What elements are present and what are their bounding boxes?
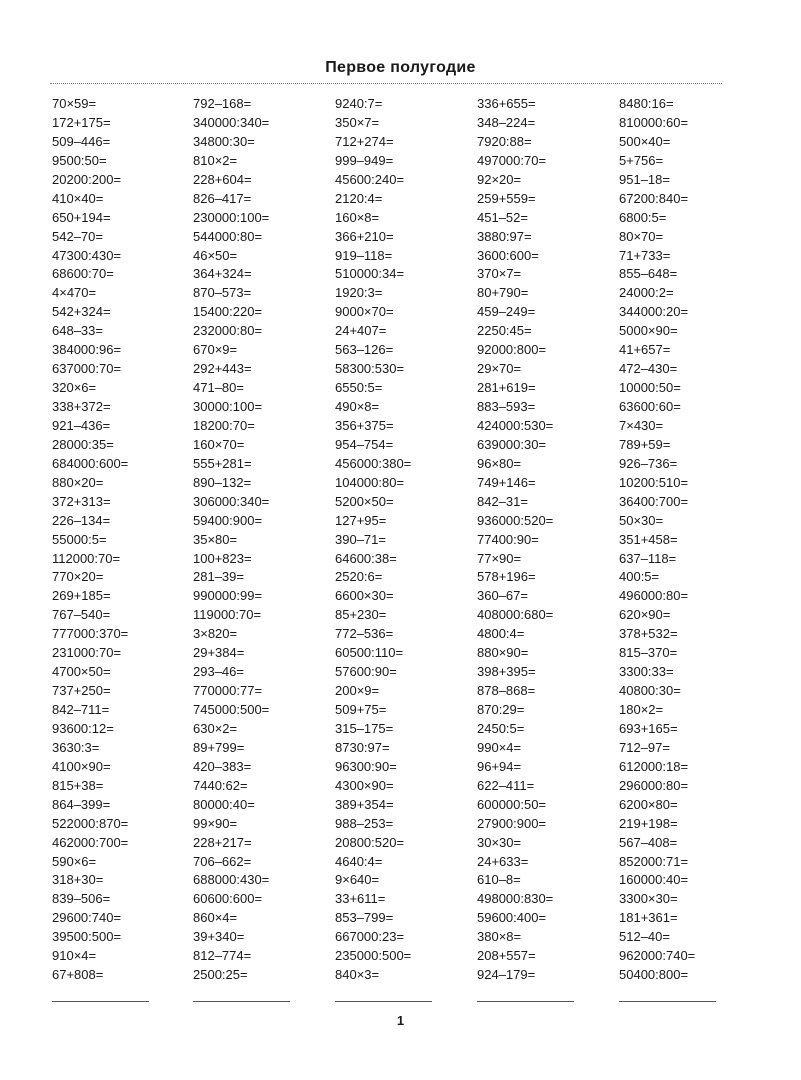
exercise-item: 85+230= <box>335 607 387 623</box>
exercise-item: 29600:740= <box>52 910 122 926</box>
exercise-item: 351+458= <box>619 531 678 547</box>
exercise-item: 860×4= <box>193 910 238 926</box>
exercise-item: 770000:77= <box>193 683 263 699</box>
exercise-item: 112000:70= <box>52 550 121 566</box>
answer-line <box>52 1001 149 1002</box>
exercise-item: 620×90= <box>619 607 671 623</box>
exercise-item: 921–436= <box>52 417 111 433</box>
exercise-item: 2120:4= <box>335 190 383 206</box>
answer-line <box>619 1001 716 1002</box>
exercise-item: 500×40= <box>619 133 671 149</box>
exercise-item: 693+165= <box>619 720 678 736</box>
answer-line <box>335 1001 432 1002</box>
exercise-item: 510000:34= <box>335 266 405 282</box>
exercise-item: 471–80= <box>193 380 244 396</box>
exercise-item: 47300:430= <box>52 247 122 263</box>
exercise-item: 4800:4= <box>477 626 525 642</box>
exercise-item: 29×70= <box>477 361 522 377</box>
exercise-item: 509+75= <box>335 702 387 717</box>
exercise-item: 990000:99= <box>193 588 263 604</box>
exercise-item: 160×70= <box>193 436 245 452</box>
exercise-item: 2520:6= <box>335 569 383 585</box>
exercise-item: 670×9= <box>193 342 238 358</box>
exercise-item: 24000:2= <box>619 285 674 301</box>
exercise-item: 456000:380= <box>335 455 412 471</box>
exercise-item: 8480:16= <box>619 96 674 111</box>
exercise-item: 92000:800= <box>477 342 547 358</box>
exercise-item: 870:29= <box>477 702 525 717</box>
exercise-item: 18200:70= <box>193 417 255 433</box>
exercise-item: 637–118= <box>619 550 677 566</box>
exercise-item: 420–383= <box>193 758 252 774</box>
exercise-item: 706–662= <box>193 853 252 869</box>
exercise-item: 590×6= <box>52 853 97 869</box>
exercise-item: 8730:97= <box>335 739 390 755</box>
exercise-item: 372+313= <box>52 493 111 509</box>
exercise-item: 4300×90= <box>335 777 394 793</box>
exercise-item: 910×4= <box>52 948 97 964</box>
exercise-item: 30×30= <box>477 834 522 850</box>
exercise-item: 812–774= <box>193 948 252 964</box>
exercise-item: 24+407= <box>335 323 387 339</box>
exercise-item: 5+756= <box>619 152 664 168</box>
exercise-column-3 <box>335 95 475 985</box>
exercise-item: 451–52= <box>477 209 528 225</box>
exercise-item: 4640:4= <box>335 853 383 869</box>
exercise-item: 228+604= <box>193 171 252 187</box>
exercise-item: 667000:23= <box>335 929 405 945</box>
exercise-item: 296000:80= <box>619 777 689 793</box>
exercise-item: 792–168= <box>193 96 252 111</box>
exercise-item: 20800:520= <box>335 834 405 850</box>
exercise-item: 36400:700= <box>619 493 689 509</box>
answer-line <box>193 1001 290 1002</box>
exercise-item: 3880:97= <box>477 228 532 244</box>
exercise-item: 6550:5= <box>335 380 383 396</box>
exercise-item: 180×2= <box>619 702 664 717</box>
exercise-item: 389+354= <box>335 796 394 812</box>
exercise-item: 315–175= <box>335 720 394 736</box>
exercise-item: 80000:40= <box>193 796 255 812</box>
exercise-item: 378+532= <box>619 626 678 642</box>
exercise-item: 737+250= <box>52 683 111 699</box>
exercise-item: 231000:70= <box>52 645 122 661</box>
exercise-item: 390–71= <box>335 531 386 547</box>
exercise-item: 7×430= <box>619 417 664 433</box>
exercise-item: 544000:80= <box>193 228 263 244</box>
exercise-item: 100+823= <box>193 550 252 566</box>
exercise-item: 924–179= <box>477 967 536 983</box>
exercise-item: 3630:3= <box>52 739 100 755</box>
exercise-item: 29+384= <box>193 645 245 661</box>
exercise-item: 612000:18= <box>619 758 689 774</box>
exercise-item: 77400:90= <box>477 531 539 547</box>
exercise-item: 232000:80= <box>193 323 263 339</box>
exercise-item: 20200:200= <box>52 171 122 187</box>
exercise-item: 789+59= <box>619 436 671 452</box>
exercise-item: 853–799= <box>335 910 394 926</box>
exercise-item: 39+340= <box>193 929 245 945</box>
exercise-column-2 <box>193 95 333 985</box>
exercise-item: 563–126= <box>335 342 394 358</box>
exercise-item: 712–97= <box>619 739 670 755</box>
exercise-item: 344000:20= <box>619 304 689 320</box>
exercise-item: 684000:600= <box>52 455 129 471</box>
exercise-item: 4×470= <box>52 285 97 301</box>
exercise-item: 459–249= <box>477 304 536 320</box>
exercise-item: 9×640= <box>335 872 380 888</box>
exercise-item: 259+559= <box>477 190 536 206</box>
exercise-item: 50400:800= <box>619 967 689 983</box>
exercise-item: 408000:680= <box>477 607 554 623</box>
exercise-item: 160000:40= <box>619 872 689 888</box>
exercise-item: 890–132= <box>193 474 252 490</box>
exercise-item: 400:5= <box>619 569 660 585</box>
exercise-item: 522000:870= <box>52 815 129 831</box>
exercise-item: 6200×80= <box>619 796 678 812</box>
exercise-item: 810×2= <box>193 152 238 168</box>
exercise-item: 59400:900= <box>193 512 263 528</box>
exercise-item: 71+733= <box>619 247 671 263</box>
exercise-item: 410×40= <box>52 190 104 206</box>
exercise-item: 7440:62= <box>193 777 248 793</box>
exercise-item: 30000:100= <box>193 399 263 414</box>
exercise-item: 77×90= <box>477 550 522 566</box>
exercise-item: 999–949= <box>335 152 394 168</box>
dotted-divider <box>50 83 722 84</box>
exercise-item: 2250:45= <box>477 323 532 339</box>
exercise-item: 542–70= <box>52 228 103 244</box>
exercise-item: 398+395= <box>477 664 536 680</box>
exercise-item: 80+790= <box>477 285 529 301</box>
exercise-item: 622–411= <box>477 777 535 793</box>
exercise-item: 600000:50= <box>477 796 547 812</box>
exercise-item: 350×7= <box>335 114 380 130</box>
exercise-item: 630×2= <box>193 720 238 736</box>
exercise-item: 338+372= <box>52 399 111 414</box>
exercise-item: 60600:600= <box>193 891 263 907</box>
exercise-column-5 <box>619 95 759 985</box>
exercise-item: 68600:70= <box>52 266 114 282</box>
exercise-item: 336+655= <box>477 96 536 111</box>
exercise-item: 228+217= <box>193 834 252 850</box>
exercise-item: 880×20= <box>52 474 104 490</box>
exercise-item: 235000:500= <box>335 948 412 964</box>
exercise-item: 281+619= <box>477 380 536 396</box>
exercise-item: 46×50= <box>193 247 238 263</box>
exercise-item: 318+30= <box>52 872 104 888</box>
exercise-item: 93600:12= <box>52 720 114 736</box>
page-title: Первое полугодие <box>325 59 476 76</box>
exercise-item: 497000:70= <box>477 152 547 168</box>
exercise-item: 926–736= <box>619 455 678 471</box>
exercise-item: 951–18= <box>619 171 670 187</box>
exercise-item: 9240:7= <box>335 96 383 111</box>
exercise-item: 650+194= <box>52 209 111 225</box>
exercise-item: 200×9= <box>335 683 380 699</box>
exercise-item: 41+657= <box>619 342 671 358</box>
exercise-item: 3×820= <box>193 626 238 642</box>
exercise-item: 219+198= <box>619 815 678 831</box>
exercise-item: 610–8= <box>477 872 521 888</box>
exercise-item: 810000:60= <box>619 114 689 130</box>
exercise-item: 496000:80= <box>619 588 689 604</box>
exercise-column-4 <box>477 95 617 985</box>
exercise-item: 92×20= <box>477 171 522 187</box>
exercise-item: 490×8= <box>335 399 380 414</box>
exercise-item: 63600:60= <box>619 399 681 414</box>
exercise-item: 6800:5= <box>619 209 667 225</box>
exercise-item: 281–39= <box>193 569 244 585</box>
exercise-item: 637000:70= <box>52 361 122 377</box>
exercise-item: 864–399= <box>52 796 111 812</box>
exercise-item: 119000:70= <box>193 607 262 623</box>
exercise-item: 826–417= <box>193 190 252 206</box>
exercise-item: 27900:900= <box>477 815 547 831</box>
exercise-item: 509–446= <box>52 133 111 149</box>
exercise-item: 96×80= <box>477 455 522 471</box>
exercise-item: 842–31= <box>477 493 528 509</box>
exercise-item: 855–648= <box>619 266 678 282</box>
exercise-item: 498000:830= <box>477 891 554 907</box>
exercise-item: 555+281= <box>193 455 252 471</box>
exercise-item: 5000×90= <box>619 323 678 339</box>
exercise-item: 172+175= <box>52 114 111 130</box>
exercise-item: 160×8= <box>335 209 380 225</box>
exercise-item: 745000:500= <box>193 702 270 717</box>
exercise-item: 55000:5= <box>52 531 107 547</box>
exercise-item: 870–573= <box>193 285 252 301</box>
exercise-item: 320×6= <box>52 380 97 396</box>
exercise-item: 28000:35= <box>52 436 114 452</box>
exercise-item: 39500:500= <box>52 929 122 945</box>
exercise-item: 512–40= <box>619 929 670 945</box>
exercise-item: 35×80= <box>193 531 238 547</box>
exercise-item: 364+324= <box>193 266 252 282</box>
exercise-item: 5200×50= <box>335 493 394 509</box>
exercise-item: 269+185= <box>52 588 111 604</box>
exercise-item: 9000×70= <box>335 304 394 320</box>
exercise-item: 712+274= <box>335 133 394 149</box>
exercise-item: 59600:400= <box>477 910 547 926</box>
exercise-item: 127+95= <box>335 512 387 528</box>
exercise-item: 24+633= <box>477 853 529 869</box>
exercise-item: 424000:530= <box>477 417 554 433</box>
exercise-item: 370×7= <box>477 266 522 282</box>
exercise-item: 767–540= <box>52 607 111 623</box>
exercise-item: 10000:50= <box>619 380 681 396</box>
exercise-item: 9500:50= <box>52 152 107 168</box>
exercise-item: 384000:96= <box>52 342 122 358</box>
exercise-item: 57600:90= <box>335 664 397 680</box>
exercise-column-1 <box>52 95 192 985</box>
exercise-item: 89+799= <box>193 739 245 755</box>
exercise-item: 208+557= <box>477 948 536 964</box>
exercise-item: 356+375= <box>335 417 394 433</box>
exercise-item: 840×3= <box>335 967 380 983</box>
exercise-item: 67+808= <box>52 967 104 983</box>
exercise-item: 2450:5= <box>477 720 525 736</box>
exercise-item: 6600×30= <box>335 588 394 604</box>
exercise-item: 770×20= <box>52 569 104 585</box>
exercise-item: 60500:110= <box>335 645 404 661</box>
exercise-item: 839–506= <box>52 891 111 907</box>
exercise-item: 306000:340= <box>193 493 270 509</box>
exercise-item: 104000:80= <box>335 474 405 490</box>
exercise-item: 1920:3= <box>335 285 383 301</box>
exercise-item: 472–430= <box>619 361 678 377</box>
exercise-item: 578+196= <box>477 569 536 585</box>
exercise-item: 99×90= <box>193 815 238 831</box>
exercise-item: 936000:520= <box>477 512 554 528</box>
exercise-item: 348–224= <box>477 114 536 130</box>
exercise-item: 96+94= <box>477 758 522 774</box>
answer-line <box>477 1001 574 1002</box>
exercise-item: 380×8= <box>477 929 522 945</box>
exercise-item: 777000:370= <box>52 626 129 642</box>
exercise-item: 3300:33= <box>619 664 674 680</box>
exercise-item: 648–33= <box>52 323 103 339</box>
exercise-item: 67200:840= <box>619 190 689 206</box>
exercise-item: 880×90= <box>477 645 529 661</box>
exercise-item: 230000:100= <box>193 209 270 225</box>
exercise-item: 33+611= <box>335 891 386 907</box>
exercise-item: 360–67= <box>477 588 528 604</box>
exercise-item: 58300:530= <box>335 361 405 377</box>
exercise-item: 919–118= <box>335 247 393 263</box>
exercise-item: 878–868= <box>477 683 536 699</box>
exercise-item: 4700×50= <box>52 664 111 680</box>
page-number: 1 <box>396 1013 405 1028</box>
exercise-item: 639000:30= <box>477 436 547 452</box>
exercise-item: 80×70= <box>619 228 664 244</box>
exercise-item: 2500:25= <box>193 967 248 983</box>
exercise-item: 34800:30= <box>193 133 255 149</box>
exercise-item: 50×30= <box>619 512 664 528</box>
exercise-item: 542+324= <box>52 304 111 320</box>
exercise-item: 64600:38= <box>335 550 397 566</box>
exercise-item: 181+361= <box>619 910 678 926</box>
exercise-item: 688000:430= <box>193 872 270 888</box>
exercise-item: 292+443= <box>193 361 252 377</box>
exercise-item: 7920:88= <box>477 133 532 149</box>
exercise-item: 10200:510= <box>619 474 689 490</box>
exercise-item: 990×4= <box>477 739 522 755</box>
exercise-item: 3600:600= <box>477 247 539 263</box>
exercise-item: 462000:700= <box>52 834 129 850</box>
exercise-item: 45600:240= <box>335 171 405 187</box>
exercise-item: 988–253= <box>335 815 394 831</box>
exercise-item: 842–711= <box>52 702 110 717</box>
exercise-item: 226–134= <box>52 512 111 528</box>
exercise-item: 96300:90= <box>335 758 397 774</box>
exercise-item: 567–408= <box>619 834 678 850</box>
exercise-item: 70×59= <box>52 96 97 111</box>
exercise-item: 366+210= <box>335 228 394 244</box>
exercise-item: 883–593= <box>477 399 536 414</box>
exercise-item: 3300×30= <box>619 891 678 907</box>
exercise-item: 4100×90= <box>52 758 111 774</box>
exercise-item: 852000:71= <box>619 853 689 869</box>
exercise-item: 15400:220= <box>193 304 263 320</box>
exercise-item: 815–370= <box>619 645 678 661</box>
exercise-item: 340000:340= <box>193 114 270 130</box>
exercise-item: 40800:30= <box>619 683 681 699</box>
exercise-item: 962000:740= <box>619 948 696 964</box>
exercise-item: 293–46= <box>193 664 244 680</box>
exercise-item: 749+146= <box>477 474 536 490</box>
exercise-item: 772–536= <box>335 626 394 642</box>
exercise-item: 815+38= <box>52 777 104 793</box>
exercise-item: 954–754= <box>335 436 394 452</box>
